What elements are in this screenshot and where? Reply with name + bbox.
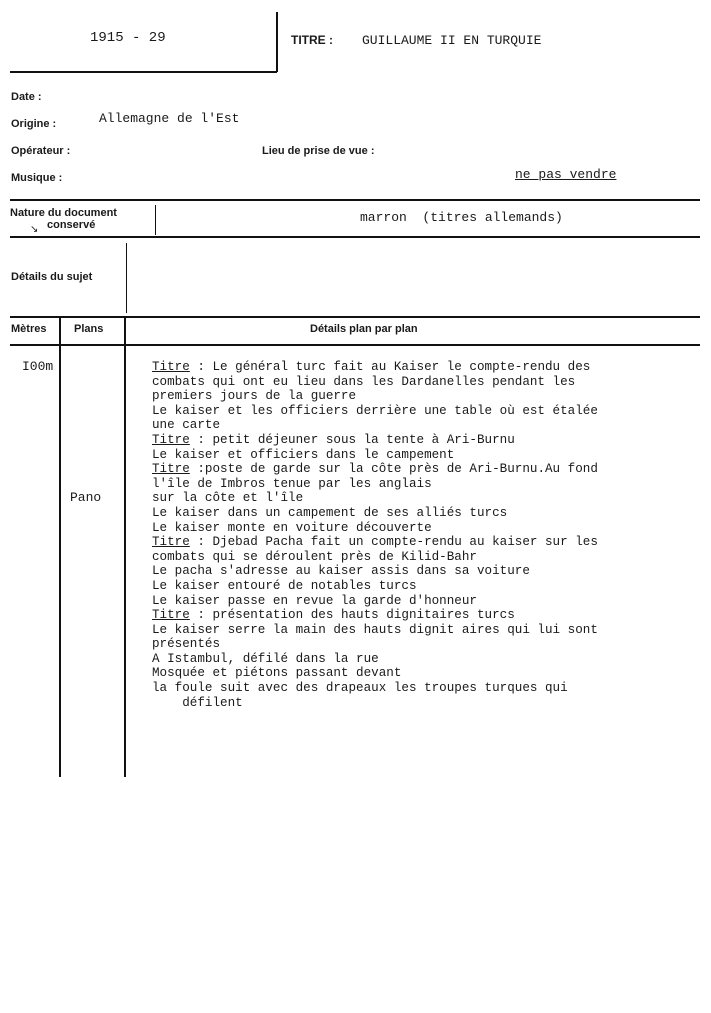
detail-line (152, 681, 692, 696)
detail-line (152, 637, 692, 652)
detail-line (152, 652, 692, 667)
lieu-label: Lieu de prise de vue : (262, 145, 375, 157)
detail-text: combats qui se déroulent près de Kilid-Bahr (152, 549, 477, 564)
detail-text: Le kaiser et les officiers derrière une table où est étalée (152, 403, 598, 418)
detail-prefix: Titre (152, 360, 190, 374)
detail-line (152, 433, 692, 448)
detail-line (152, 462, 692, 477)
detail-text: A Istambul, défilé dans la rue (152, 651, 379, 666)
detail-prefix: Titre (152, 608, 190, 623)
detail-text: défilent (152, 695, 243, 710)
detail-line (152, 404, 692, 419)
detail-text: premiers jours de la guerre (152, 389, 357, 404)
detail-line (152, 579, 692, 594)
operateur-label: Opérateur : (11, 145, 71, 157)
metres-value: I00m (22, 359, 54, 374)
detail-text: Le kaiser entouré de notables turcs (152, 578, 417, 593)
detail-line (152, 477, 692, 492)
detail-line (152, 535, 692, 550)
detail-line (152, 608, 692, 623)
sale-restriction-note: ne pas vendre (515, 167, 617, 182)
column-header-details: Détails plan par plan (310, 323, 418, 335)
detail-text: Mosquée et piétons passant devant (152, 666, 402, 681)
detail-text: Le kaiser monte en voiture découverte (152, 520, 432, 535)
detail-text: sur la côte et l'île (152, 491, 304, 506)
detail-line (152, 448, 692, 463)
details-list (152, 360, 692, 710)
detail-line (152, 594, 692, 609)
detail-text: : présentation des hauts dignitaires turcs (189, 608, 515, 623)
detail-text: la foule suit avec des drapeaux les troupes turques qui (152, 681, 568, 696)
detail-prefix: Titre (152, 535, 190, 550)
document-reference: 1915 - 29 (90, 30, 166, 46)
detail-prefix: Titre (152, 432, 190, 447)
detail-prefix: Titre (152, 462, 190, 477)
check-mark-icon: ↘ (30, 224, 39, 235)
detail-line (152, 521, 692, 536)
detail-line (152, 418, 692, 433)
detail-text: : petit déjeuner sous la tente à Ari-Burnu (189, 432, 515, 447)
detail-line (152, 360, 692, 375)
nature-label-line1: Nature du document (10, 207, 117, 219)
detail-text: Le kaiser passe en revue la garde d'honneur (152, 593, 477, 608)
sujet-bracket (126, 243, 127, 313)
header-divider-vertical (276, 12, 278, 72)
column-separator-2 (124, 317, 126, 777)
column-separator-1 (59, 317, 61, 777)
plans-value: Pano (70, 490, 102, 505)
column-header-plans: Plans (74, 323, 104, 335)
detail-text: combats qui ont eu lieu dans les Dardanelles pendant les (152, 374, 576, 389)
detail-line (152, 564, 692, 579)
detail-text: : Djebad Pacha fait un compte-rendu au kaiser sur les (189, 535, 598, 550)
detail-line (152, 666, 692, 681)
table-header-rule (10, 344, 700, 346)
nature-top-rule (10, 199, 700, 201)
musique-label: Musique : (11, 172, 63, 184)
detail-text: Le pacha s'adresse au kaiser assis dans sa voiture (152, 564, 530, 579)
detail-line (152, 375, 692, 390)
document-title: GUILLAUME II EN TURQUIE (362, 33, 542, 48)
nature-value: marron (titres allemands) (360, 210, 563, 225)
titre-label: TITRE : (291, 33, 333, 47)
detail-line (152, 389, 692, 404)
detail-text: Le kaiser et officiers dans le campement (152, 447, 455, 462)
column-header-metres: Mètres (11, 323, 47, 335)
detail-text: Le kaiser dans un campement de ses alliés turcs (152, 505, 508, 520)
detail-line (152, 491, 692, 506)
origine-label: Origine : (11, 118, 57, 130)
detail-text: Le kaiser serre la main des hauts dignit aires qui lui sont (152, 622, 598, 637)
nature-label-line2: conservé (47, 219, 96, 231)
detail-text: :poste de garde sur la côte près de Ari-Burnu.Au fond (189, 462, 598, 477)
sujet-label: Détails du sujet (11, 271, 93, 283)
date-label: Date : (11, 91, 42, 103)
detail-line (152, 623, 692, 638)
detail-text: une carte (152, 418, 221, 433)
origine-value: Allemagne de l'Est (99, 111, 240, 126)
detail-line (152, 550, 692, 565)
detail-text: l'île de Imbros tenue par les anglais (152, 476, 432, 491)
nature-bottom-rule (10, 236, 700, 238)
detail-text: : Le général turc fait au Kaiser le compte-rendu des (189, 360, 591, 374)
detail-text: présentés (152, 637, 221, 652)
header-divider-horizontal (10, 71, 277, 73)
nature-bracket (155, 205, 156, 235)
sujet-bottom-rule (10, 316, 700, 318)
detail-line (152, 506, 692, 521)
detail-line (152, 696, 692, 711)
